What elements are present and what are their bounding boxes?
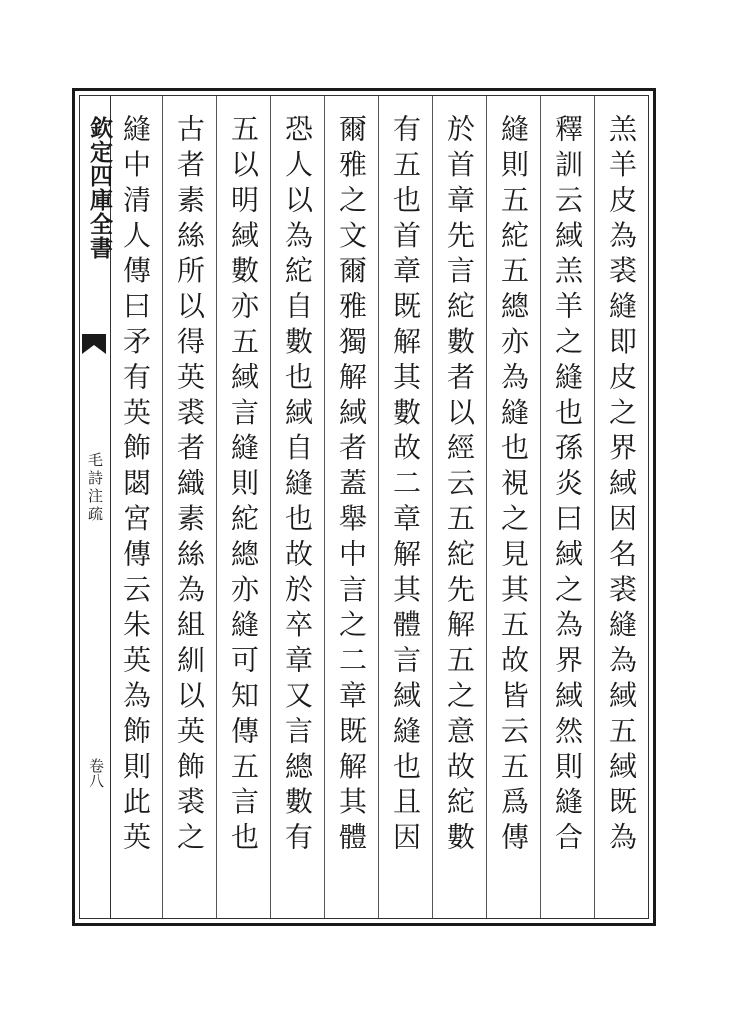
- banxin-leaf-number: 卷八: [87, 758, 105, 788]
- column-rule: [324, 96, 325, 918]
- text-column-1: 縫中清人傳曰矛有英飾閟宮傳云朱英為飾則此英: [119, 114, 152, 858]
- text-column-2: 古者素絲所以得英裘者織素絲為組紃以英飾裘之: [173, 114, 206, 858]
- column-rule: [162, 96, 163, 918]
- banxin-book-title: 毛詩注疏: [86, 452, 104, 524]
- text-column-7: 於首章先言紽數者以經云五紽先解五之意故紽數: [443, 114, 476, 858]
- fishtail-icon: [82, 334, 106, 354]
- text-column-8: 縫則五紽五總亦為縫也視之見其五故皆云五爲傳: [497, 114, 530, 858]
- column-rule: [540, 96, 541, 918]
- text-column-5: 爾雅之文爾雅獨解緎者蓋舉中言之二章既解其體: [335, 114, 368, 858]
- column-rule: [486, 96, 487, 918]
- column-rule: [378, 96, 379, 918]
- text-column-3: 五以明緎數亦五緎言縫則紽總亦縫可知傳五言也: [227, 114, 260, 858]
- text-column-9: 釋訓云緎羔羊之縫也孫炎曰緎之為界緎然則縫合: [551, 114, 584, 858]
- page-border: [79, 95, 649, 919]
- column-rule: [594, 96, 595, 918]
- column-rule: [432, 96, 433, 918]
- column-rule: [216, 96, 217, 918]
- banxin: [80, 96, 111, 918]
- page-frame: [72, 88, 656, 926]
- text-columns: [114, 96, 648, 918]
- banxin-title: 欽定四庫全書: [86, 116, 113, 260]
- text-column-4: 恐人以為紽自數也緎自縫也故於卒章又言總數有: [281, 114, 314, 858]
- text-column-6: 有五也首章既解其數故二章解其體言緎縫也且因: [389, 114, 422, 858]
- column-rule: [270, 96, 271, 918]
- text-column-10: 羔羊皮為裘縫即皮之界緎因名裘縫為緎五緎既為: [605, 114, 638, 858]
